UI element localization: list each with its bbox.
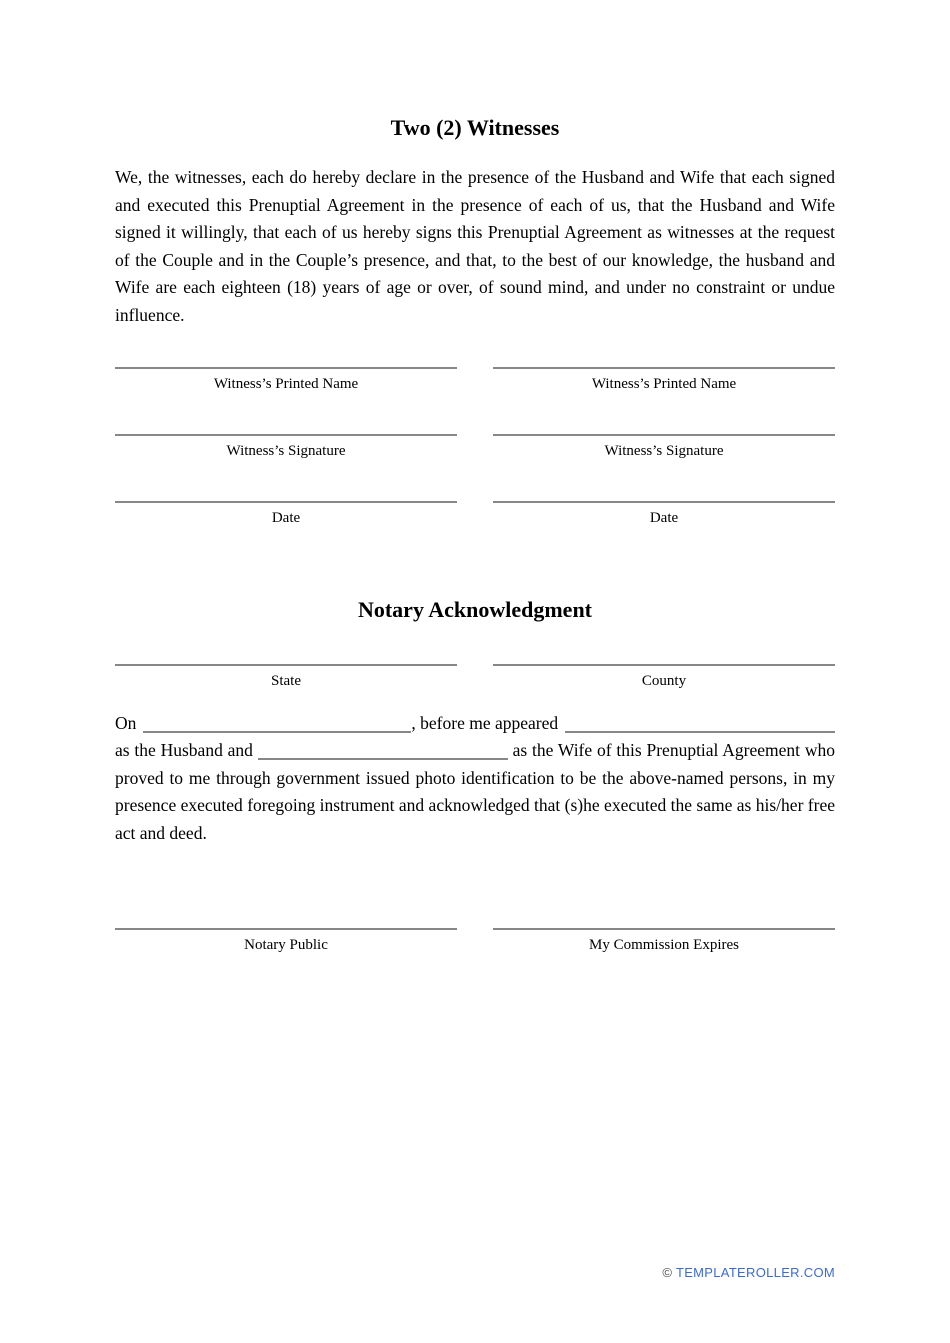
footer — [662, 1264, 835, 1282]
witness1-signature-field — [115, 434, 457, 461]
notary-text-husband-clause: as the Husband and — [115, 740, 253, 761]
templateroller-link[interactable]: TEMPLATEROLLER.COM — [675, 1265, 835, 1280]
witness2-date-line — [493, 501, 835, 503]
county-label: County — [641, 672, 687, 689]
state-field — [115, 664, 457, 691]
county-column — [493, 664, 835, 691]
witness1-printed-name-label: Witness’s Printed Name — [213, 375, 359, 392]
witness1-signature-line — [115, 434, 457, 436]
notary-sentence-continued — [115, 737, 835, 847]
witness1-date-line — [115, 501, 457, 503]
notary-text-on: On — [115, 712, 137, 733]
notary-text-closing: as the Wife of this Prenuptial Agreement who proved to me through government issued photo identification to be the above-named persons, in my presence executed foregoing instrument and acknowledged that (s)he executed the same as his/her free act and deed. — [115, 740, 835, 843]
witnesses-declaration-paragraph: We, the witnesses, each do hereby declare in the presence of the Husband and Wife that each signed and executed this Prenuptial Agreement in the presence of each of us, that the Husband and Wife signed it willingly, that each of us hereby signs this Prenuptial Agreement as witnesses at the request of the Couple and in the Couple’s presence, and that, to the best of our knowledge, the husband and Wife are each eighteen (18) years of age or over, of sound mind, and under no constraint or undue influence. — [115, 167, 835, 325]
witness-column-1 — [115, 367, 457, 528]
witness2-signature-line — [493, 434, 835, 436]
commission-expires-label: My Commission Expires — [588, 936, 739, 953]
commission-expires-column — [493, 928, 835, 955]
notary-text-before-appeared: , before me appeared — [411, 712, 559, 733]
notary-date-blank — [143, 719, 411, 733]
notary-public-field — [115, 928, 457, 955]
notary-section-title: Notary Acknowledgment — [357, 596, 593, 622]
notary-public-column — [115, 928, 457, 955]
notary-public-line — [115, 928, 457, 930]
witness-column-2 — [493, 367, 835, 528]
witness1-signature-label: Witness’s Signature — [226, 442, 346, 459]
witness1-date-label: Date — [271, 509, 301, 526]
state-column — [115, 664, 457, 691]
notary-public-label: Notary Public — [244, 936, 328, 953]
witness2-printed-name-line — [493, 367, 835, 369]
notary-wife-name-blank — [258, 746, 508, 760]
witness1-printed-name-field — [115, 367, 457, 394]
witness1-date-field — [115, 501, 457, 528]
county-field — [493, 664, 835, 691]
notary-sentence-line1 — [115, 710, 835, 738]
witnesses-section-title: Two (2) Witnesses — [390, 115, 560, 140]
witness2-signature-label: Witness’s Signature — [604, 442, 724, 459]
witness2-date-field — [493, 501, 835, 528]
witness2-signature-field — [493, 434, 835, 461]
commission-expires-field — [493, 928, 835, 955]
witness2-printed-name-field — [493, 367, 835, 394]
witness2-printed-name-label: Witness’s Printed Name — [591, 375, 737, 392]
witness1-printed-name-line — [115, 367, 457, 369]
notary-signature-grid — [115, 928, 835, 955]
state-county-grid — [115, 664, 835, 691]
witness2-date-label: Date — [649, 509, 679, 526]
notary-husband-name-blank — [565, 719, 835, 733]
copyright-symbol: © — [662, 1265, 673, 1280]
witness-signature-grid — [115, 367, 835, 528]
commission-expires-line — [493, 928, 835, 930]
document-content — [115, 0, 835, 955]
county-line — [493, 664, 835, 666]
state-label: State — [271, 672, 301, 689]
state-line — [115, 664, 457, 666]
